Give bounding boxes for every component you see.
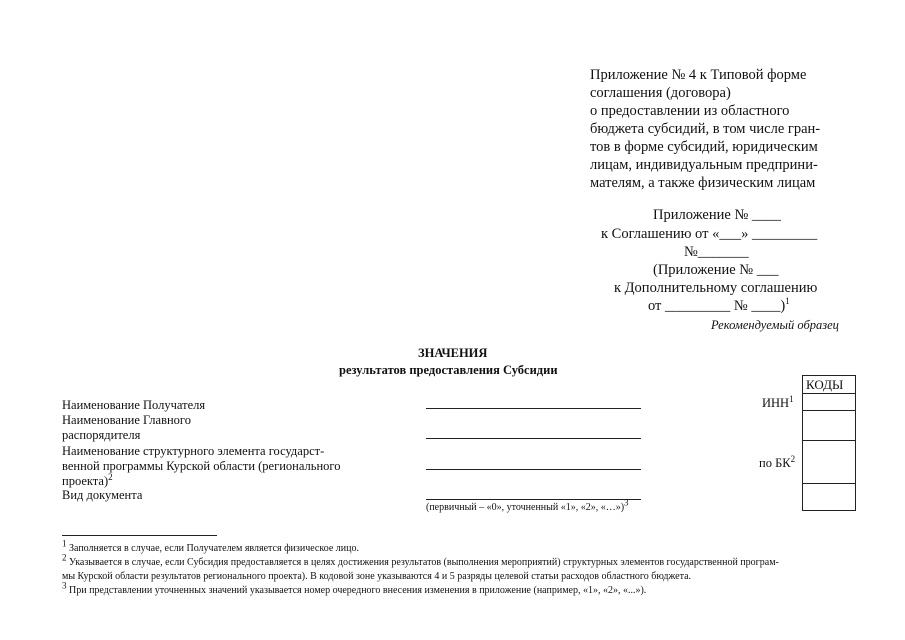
codes-header: КОДЫ [806,377,844,392]
annex-line: тов в форме субсидий, юридическим [590,139,818,155]
doc-type-hint [426,497,629,513]
agreement-number: №_______ [684,244,749,260]
footnote-number: 1 [62,538,67,549]
footnote-ref: 1 [785,296,790,307]
codes-header-divider [803,393,855,394]
footnote-text: Заполняется в случае, если Получателем является физическое лицо. [69,543,359,554]
annex-line: бюджета субсидий, в том числе гран- [590,121,821,137]
footnote-text: Указывается в случае, если Субсидия предоставляется в целях достижения результатов (выполнения мероприятий) структурных элементов государственной програм- [69,557,779,568]
recipient-blank-line[interactable] [426,408,641,409]
footnote-separator [62,535,217,536]
manager-label-1: Наименование Главного [62,413,191,427]
form-title: ЗНАЧЕНИЯ [418,346,488,360]
program-label-1: Наименование структурного элемента государст- [62,444,325,458]
appendix-number: Приложение № ____ [653,207,781,223]
doc-type-hint-text: (первичный – «0», уточненный «1», «2», «…») [426,502,625,513]
annex-line: Приложение № 4 к Типовой форме [590,67,807,83]
footnote-ref: 2 [108,471,113,482]
doc-type-blank-line[interactable] [426,499,641,500]
supplementary-appendix: (Приложение № ___ [653,262,779,278]
annex-line: мателям, а также физическим лицам [590,175,816,191]
manager-blank-line[interactable] [426,438,641,439]
inn-cell-divider [803,410,855,411]
footnote-number: 2 [62,552,67,563]
program-label-3-text: проекта) [62,474,109,488]
annex-line: о предоставлении из областного [590,103,790,119]
footnote-text: При представлении уточненных значений указывается номер очередного внесения изменения в приложение (например, «1», «2», «...»). [69,585,647,596]
bk-label-text: по БК [759,456,791,470]
bk-cell-divider [803,440,855,441]
supplementary-agreement: к Дополнительному соглашению [614,280,818,296]
footnote-2-continued: мы Курской области результатов регионального проекта). В кодовой зоне указываются 4 и 5 разряды целевой статьи расходов областного бюджета. [62,571,692,582]
manager-label-2: распорядителя [62,428,141,442]
footnote-3 [62,580,647,598]
inn-label [762,393,794,411]
agreement-date: к Соглашению от «___» _________ [601,226,818,242]
program-label-3 [62,471,113,489]
supplementary-date [648,297,790,316]
codes-table [802,375,856,511]
bk-label [759,453,796,471]
annex-line: лицам, индивидуальным предприни- [590,157,818,173]
inn-label-text: ИНН [762,396,790,410]
footnote-1 [62,538,359,556]
supplementary-date-text: от _________ № ____) [648,298,786,314]
footnote-2 [62,552,779,570]
footnote-ref: 2 [790,453,796,464]
recipient-label: Наименование Получателя [62,398,206,412]
form-subtitle: результатов предоставления Субсидии [339,363,558,377]
doc-type-cell-divider [803,483,855,484]
footnote-number: 3 [62,580,67,591]
footnote-ref: 1 [789,393,794,404]
doc-type-label: Вид документа [62,488,143,502]
program-blank-line[interactable] [426,469,641,470]
footnote-ref: 3 [624,497,629,508]
program-label-2: венной программы Курской области (регионального [62,459,341,473]
recommended-sample-label: Рекомендуемый образец [711,318,839,332]
annex-line: соглашения (договора) [590,85,731,101]
